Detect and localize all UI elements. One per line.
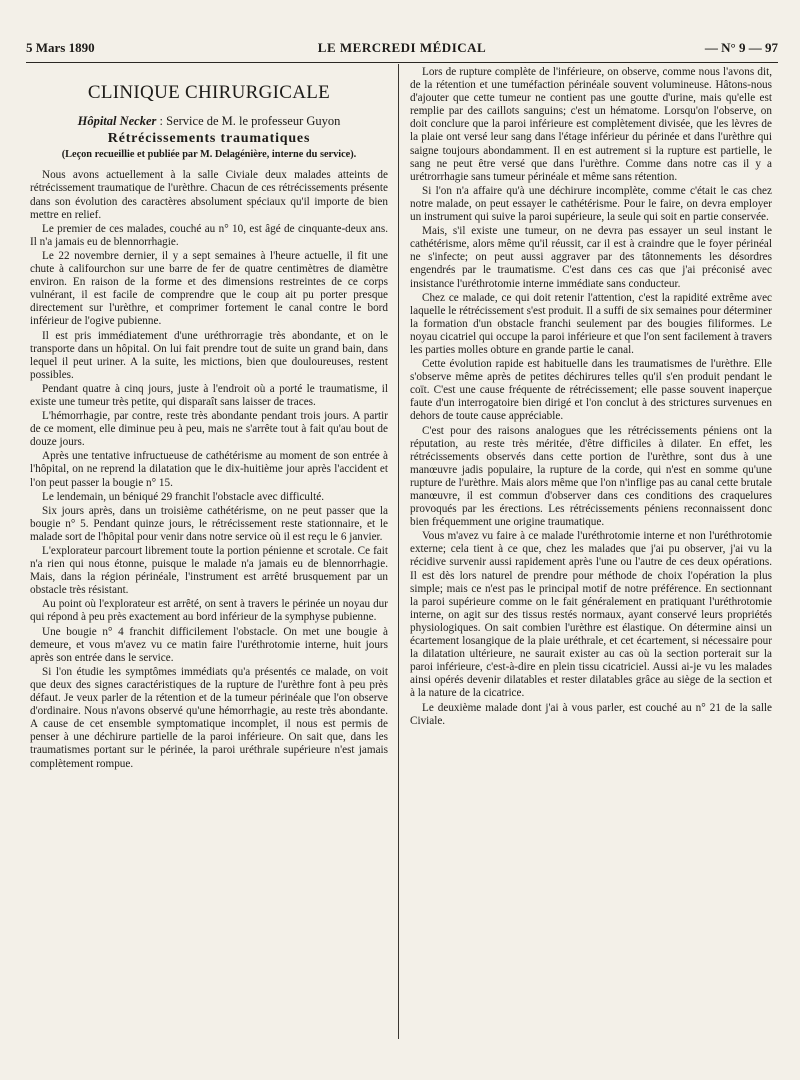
paragraph: Cette évolution rapide est habituelle dans les traumatismes de l'urèthre. Elle s'observe même après de petites déchirures telles qu'il s'en produit pendant le coït. C'est une cause fréquente de rétrécissement; elle passe souvent inaperçue faute d'un interrogatoire bien dirigé et l'on conclut à des strictures survenues en dehors de toute cause appréciable. <box>410 358 772 423</box>
section-title: CLINIQUE CHIRURGICALE <box>87 82 331 103</box>
paragraph: Le premier de ces malades, couché au n° 10, est âgé de cinquante-deux ans. Il n'a jamais eu de blennorrhagie. <box>30 222 388 248</box>
paragraph: Lors de rupture complète de l'inférieure, on observe, comme nous l'avons dit, de la rétention et une tuméfaction périnéale souvent volumineuse. Hâtons-nous d'ajouter que cette tumeur ne contient pas une goutte d'urine, mais qu'elle est remplie par des caillots sanguins; c'est un hématome. Lorsqu'on l'observe, on doit conclure que la paroi inférieure est complètement divisée, que les lèvres de la plaie ont versé leur sang dans l'étage inférieur du périnée et dans l'urèthre qui saigne toujours abondamment. Il en est autrement si la rupture est partielle, le sang ne peut être versé que dans l'urèthre. Comme dans notre cas il y a urétrorrhagie sans tumeur périnéale et même sans rétention. <box>410 66 772 183</box>
right-column <box>410 66 772 729</box>
paragraph: Pendant quatre à cinq jours, juste à l'endroit où a porté le traumatisme, il existe une tumeur très petite, qui disparaît sans laisser de traces. <box>30 382 388 408</box>
paragraph: Au point où l'explorateur est arrêté, on sent à travers le périnée un noyau dur qui répond à peu près exactement au bord inférieur de la symphyse pubienne. <box>30 598 388 624</box>
paragraph: Le lendemain, un béniqué 29 franchit l'obstacle avec difficulté. <box>42 490 325 503</box>
hospital-name: Hôpital Necker <box>77 114 157 129</box>
paragraph: Une bougie n° 4 franchit difficilement l'obstacle. On met une bougie à demeure, et vous m'avez vu ce matin faire l'uréthrotomie interne, huit jours après son entrée dans le service. <box>30 625 388 664</box>
paragraph: Vous m'avez vu faire à ce malade l'uréthrotomie interne et non l'uréthrotomie externe; cela tient à ce que, chez les malades que j'ai pu observer, j'ai vu la récidive survenir aussi rapidement après l'une ou l'autre de ces deux opérations. Il est dès lors naturel de prendre pour méthode de choix l'opération la plus simple; mais ce n'est pas le principal motif de notre préférence. En sectionnant la paroi supérieure comme on le fait généralement en pratiquant l'uréthrotomie interne, on agit sur des tissus restés normaux, ayant conservé leurs propriétés physiologiques. On sait combien l'urèthre est élastique. On détermine ainsi un écartement losangique de la plaie uréthrale, et cet écartement, si nécessaire pour la dilatation ultérieure, ne saurait exister au cas où la section porterait sur la paroi inférieure, c'est-à-dire en plein tissu cicatriciel. Aussi ai-je vu les malades ainsi opérés devenir dilatables et rester dilatables grâce au siège de la section et à la nature de la cicatrice. <box>410 530 772 700</box>
journal-title: LE MERCREDI MÉDICAL <box>317 40 487 55</box>
paragraph: Si l'on étudie les symptômes immédiats qu'a présentés ce malade, on voit que deux des signes caractéristiques de la rupture de l'urèthre font à peu près défaut. Je veux parler de la rétention et de la tumeur périnéale que l'on observe d'ordinaire. Nous n'avons observé qu'une hémorrhagie, au reste très abondante. A cause de cet ensemble symptomatique incomplet, il nous est permis de penser à une déchirure partielle de la paroi inférieure. On sait que, dans les traumatismes portant sur le périnée, la paroi uréthrale supérieure n'est jamais complètement rompue. <box>30 665 388 770</box>
page-number: — N° 9 — 97 <box>704 40 778 55</box>
hospital-line <box>30 115 388 128</box>
paragraph: Après une tentative infructueuse de cathétérisme au moment de son entrée à l'hôpital, on ne reprend la dilatation que le dix-huitième jour après l'accident et l'on peut passer la bougie n° 15. <box>30 450 388 489</box>
paragraph: Le 22 novembre dernier, il y a sept semaines à l'heure actuelle, il fit une chute à califourchon sur une barre de fer de quatre centimètres de diamètre environ. En raison de la forme et des dimensions restreintes de ce corps vulnérant, il est facile de comprendre que le coup ait pu porter presque directement sur l'urèthre, et comprimer fortement le canal contre le bord inférieur de l'ogive pubienne. <box>30 249 388 328</box>
paragraph: C'est pour des raisons analogues que les rétrécissements péniens ont la réputation, au reste très méritée, d'être difficiles à dilater. En effet, les rétrécissements observés dans cette portion de l'urèthre, sont dus à une manœuvre jadis populaire, la rupture de la corde, qui n'est en somme qu'une rupture de l'urèthre. Mais alors même que l'on n'inflige pas au canal cette brutale manœuvre, il est commun d'observer dans ces conditions des craquelures provoqués par les érections. Les rétrécissements péniens reconnaissent donc bien fréquemment une origine traumatique. <box>410 424 772 529</box>
left-column <box>30 66 388 772</box>
hospital-service: : Service de M. le professeur Guyon <box>156 114 341 129</box>
page-header <box>26 40 778 60</box>
column-divider <box>398 64 399 1039</box>
paragraph: Le deuxième malade dont j'ai à vous parler, est couché au n° 21 de la salle Civiale. <box>410 701 772 727</box>
paragraph: L'explorateur parcourt librement toute la portion pénienne et scrotale. Ce fait n'a rien qui nous étonne, puisque le malade n'a jamais eu de blennorrhagie. Mais, dans la région périnéale, l'instrument est arrêté brusquement par un obstacle très résistant. <box>30 545 388 597</box>
header-rule <box>26 62 778 63</box>
paragraph: Six jours après, dans un troisième cathétérisme, on ne peut passer que la bougie n° 5. Pendant quinze jours, le rétrécissement reste stationnaire, et le malade sort de l'hôpital pour venir dans notre service où il est reçu le 6 janvier. <box>30 504 388 543</box>
issue-date: 5 Mars 1890 <box>26 40 95 55</box>
article-title: Rétrécissements traumatiques <box>107 131 311 147</box>
paragraph: Si l'on n'a affaire qu'à une déchirure incomplète, comme c'était le cas chez notre malade, on peut essayer le cathétérisme. Pour le faire, on devra employer un instrument qui suive la paroi supérieure, la seule qui soit en partie conservée. <box>410 184 772 224</box>
paragraph: Chez ce malade, ce qui doit retenir l'attention, c'est la rapidité extrême avec laquelle le rétrécissement s'est produit. Il a suffi de six semaines pour déterminer la formation d'un obstacle franchi seulement par des bougies filiformes. Le noyau cicatriel qui occupe la paroi inférieure et que l'on sent facilement à travers les parties molles obture en grande partie le canal. <box>410 291 772 356</box>
paragraph: Nous avons actuellement à la salle Civiale deux malades atteints de rétrécissement traumatique de l'urèthre. Chacun de ces rétrécissements présente dans son évolution des caractères absolument spéciaux qu'il importe de bien mettre en relief. <box>30 169 388 221</box>
paragraph: Mais, s'il existe une tumeur, on ne devra pas essayer un seul instant le cathétérisme, alors même qu'il réussit, car il est à craindre que le foyer périnéal ne s'infecte; on peut aussi aggraver par des tâtonnements les désordres engendrés par le traumatisme. C'est dans ces cas que j'ai préconisé avec insistance l'uréthrotomie interne immédiate sans conducteur. <box>410 225 772 290</box>
article-note: (Leçon recueillie et publiée par M. Delagénière, interne du service). <box>61 149 357 161</box>
paragraph: Il est pris immédiatement d'une uréthrorragie très abondante, et on le transporte dans un hôpital. On lui fait prendre tout de suite un grand bain, dans lequel il peut uriner. A la suite, les mictions, bien que douloureuses, restent possibles. <box>30 329 388 381</box>
paragraph: L'hémorrhagie, par contre, reste très abondante pendant trois jours. A partir de ce moment, elle diminue peu à peu, mais ne s'arrête tout à fait qu'au bout de douze jours. <box>30 410 388 449</box>
